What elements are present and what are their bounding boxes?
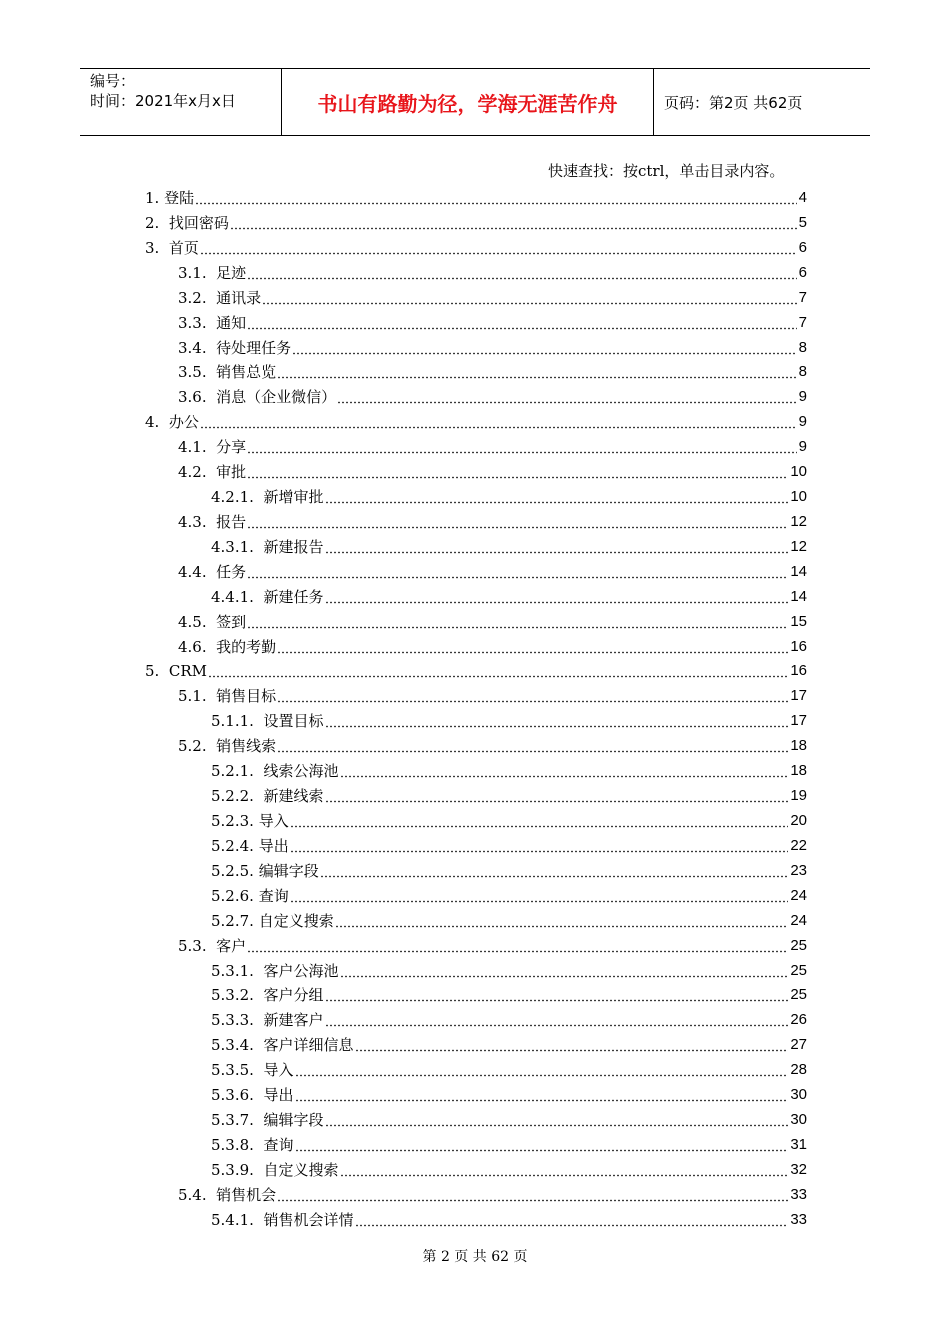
toc-entry-page: 23	[790, 861, 807, 879]
dot-leader	[340, 1163, 789, 1177]
toc-entry-number: 5.4.	[178, 1185, 217, 1204]
toc-entry[interactable]	[211, 483, 807, 507]
toc-entry-page: 7	[798, 288, 807, 306]
toc-entry-title: 报告	[216, 512, 247, 531]
toc-entry[interactable]	[211, 707, 807, 731]
toc-entry-page: 20	[790, 812, 807, 829]
dot-leader	[290, 889, 789, 903]
toc-entry-number: 5.3.1.	[211, 961, 264, 980]
code-label: 编号：	[90, 72, 136, 90]
toc-entry-number: 5.3.4.	[211, 1036, 264, 1055]
toc-entry-number: 4.6.	[178, 637, 217, 656]
toc-entry-title: 任务	[216, 562, 247, 581]
toc-entry[interactable]	[211, 1081, 807, 1105]
time-label: 时间：2021年x月x日	[90, 92, 236, 110]
toc-entry[interactable]	[145, 408, 807, 432]
toc-entry-page: 24	[790, 911, 807, 929]
toc-entry[interactable]	[178, 1181, 807, 1205]
toc-entry-page: 16	[790, 662, 807, 680]
table-of-contents	[0, 184, 950, 1234]
toc-entry-page: 12	[790, 512, 807, 530]
toc-entry-page: 25	[790, 961, 807, 979]
toc-entry-number: 3.6.	[178, 388, 217, 407]
toc-entry-number: 5.2.3.	[211, 812, 259, 830]
dot-leader	[340, 964, 789, 978]
toc-entry[interactable]	[211, 1031, 807, 1055]
dot-leader	[277, 640, 788, 654]
toc-entry-title: 销售机会详情	[263, 1210, 354, 1229]
toc-entry-page: 30	[790, 1086, 807, 1104]
toc-entry-title: 导入	[263, 1061, 294, 1080]
toc-entry[interactable]	[211, 957, 807, 981]
toc-entry-title: 客户公海池	[263, 961, 339, 980]
dot-leader	[277, 365, 796, 379]
toc-entry-title: 导出	[258, 836, 289, 855]
dot-leader	[340, 764, 789, 778]
toc-entry-number: 4.4.1.	[211, 587, 264, 606]
toc-entry-title: 新建客户	[263, 1011, 324, 1030]
toc-entry-title: 编辑字段	[263, 1111, 324, 1130]
dot-leader	[262, 291, 796, 305]
header-page-info: 页码：第2页 共62页	[664, 93, 803, 112]
page-footer: 第 2 页 共 62 页	[422, 1249, 528, 1265]
toc-entry-page: 6	[798, 263, 807, 281]
toc-entry-number: 4.2.	[178, 463, 217, 482]
toc-entry-title: 消息（企业微信）	[216, 388, 337, 407]
dot-leader	[325, 540, 789, 554]
toc-entry-number: 5.2.1.	[211, 762, 264, 781]
toc-entry-title: 自定义搜索	[263, 1160, 339, 1179]
dot-leader	[325, 1013, 789, 1027]
toc-entry-title: 签到	[216, 612, 247, 631]
toc-entry-number: 2.	[145, 213, 169, 232]
dot-leader	[247, 615, 788, 629]
dot-leader	[325, 988, 789, 1002]
toc-entry[interactable]	[211, 1156, 807, 1180]
toc-entry-title: 编辑字段	[258, 861, 319, 880]
toc-entry[interactable]	[178, 558, 807, 582]
toc-entry-number: 4.	[145, 413, 169, 432]
toc-entry-number: 5.	[145, 662, 169, 681]
toc-entry-page: 10	[790, 488, 807, 506]
toc-entry-title: 新建任务	[263, 587, 324, 606]
toc-entry[interactable]	[178, 508, 807, 532]
toc-entry-title: 新建线索	[263, 787, 324, 806]
toc-entry[interactable]	[178, 458, 807, 482]
toc-entry-title: 通讯录	[216, 288, 262, 307]
dot-leader	[325, 789, 789, 803]
dot-leader	[247, 316, 796, 330]
toc-entry[interactable]	[211, 981, 807, 1005]
dot-leader	[295, 1138, 789, 1152]
toc-entry-title: 首页	[168, 238, 199, 257]
toc-entry-page: 5	[798, 213, 807, 231]
toc-entry-number: 5.3.8.	[211, 1135, 264, 1154]
toc-entry[interactable]	[211, 782, 807, 806]
toc-entry-title: 设置目标	[263, 712, 324, 731]
toc-entry-title: 分享	[216, 438, 247, 457]
toc-entry-title: 销售总览	[216, 363, 277, 382]
toc-entry-page: 4	[798, 189, 807, 206]
toc-entry-page: 17	[790, 687, 807, 705]
toc-entry[interactable]	[178, 732, 807, 756]
toc-entry-page: 7	[798, 313, 807, 331]
toc-entry[interactable]	[145, 184, 807, 208]
dot-leader	[290, 839, 789, 853]
toc-entry[interactable]	[145, 209, 807, 233]
toc-entry-title: 足迹	[216, 263, 247, 282]
toc-entry-number: 1.	[145, 189, 165, 207]
toc-entry-number: 5.3.6.	[211, 1086, 264, 1105]
toc-entry-number: 3.2.	[178, 288, 217, 307]
toc-entry-number: 5.2.2.	[211, 787, 264, 806]
dot-leader	[200, 241, 797, 255]
toc-entry[interactable]	[211, 807, 807, 831]
toc-entry-title: 新建报告	[263, 537, 324, 556]
toc-entry-number: 5.3.7.	[211, 1111, 264, 1130]
toc-entry-title: 办公	[168, 413, 199, 432]
dot-leader	[320, 864, 789, 878]
toc-entry-title: 销售线索	[216, 737, 277, 756]
toc-entry[interactable]	[178, 383, 807, 407]
toc-entry-title: 导出	[263, 1086, 294, 1105]
dot-leader	[247, 266, 796, 280]
toc-entry-number: 5.2.5.	[211, 861, 259, 880]
toc-entry-title: 找回密码	[168, 213, 229, 232]
toc-entry[interactable]	[145, 657, 807, 681]
dot-leader	[337, 390, 796, 404]
dot-leader	[277, 1188, 788, 1202]
toc-entry-page: 9	[798, 388, 807, 406]
header-meta	[80, 69, 282, 135]
toc-entry-number: 4.1.	[178, 438, 217, 457]
dot-leader	[335, 914, 789, 928]
toc-entry-number: 5.2.	[178, 737, 217, 756]
toc-entry[interactable]	[178, 284, 807, 308]
toc-entry[interactable]	[178, 433, 807, 457]
toc-entry[interactable]	[178, 259, 807, 283]
toc-entry-title: 我的考勤	[216, 637, 277, 656]
toc-entry-page: 9	[798, 438, 807, 456]
toc-entry-title: 新增审批	[263, 488, 324, 507]
toc-entry-page: 32	[790, 1160, 807, 1178]
dot-leader	[325, 490, 789, 504]
toc-entry[interactable]	[211, 832, 807, 856]
toc-entry-title: 客户	[216, 936, 247, 955]
toc-entry-number: 5.2.7.	[211, 911, 259, 930]
quick-find-hint: 快速查找：按ctrl，单击目录内容。	[548, 162, 785, 180]
toc-entry-number: 5.3.9.	[211, 1160, 264, 1179]
toc-entry-page: 18	[790, 762, 807, 780]
toc-entry-page: 9	[798, 413, 807, 431]
toc-entry-page: 15	[790, 612, 807, 630]
toc-entry[interactable]	[178, 633, 807, 657]
toc-entry-number: 5.3.	[178, 936, 217, 955]
toc-entry-page: 8	[798, 338, 807, 356]
toc-entry-title: 待处理任务	[216, 338, 292, 357]
toc-entry-page: 30	[790, 1111, 807, 1129]
toc-entry-page: 14	[790, 562, 807, 580]
dot-leader	[277, 689, 788, 703]
toc-entry-title: 审批	[216, 463, 247, 482]
dot-leader	[325, 590, 789, 604]
toc-entry-page: 24	[790, 886, 807, 904]
toc-entry[interactable]	[211, 757, 807, 781]
toc-entry-title: 客户详细信息	[263, 1036, 354, 1055]
toc-entry-number: 5.1.1.	[211, 712, 264, 731]
toc-entry-number: 3.5.	[178, 363, 217, 382]
toc-entry[interactable]	[211, 1206, 807, 1230]
toc-entry-page: 17	[790, 712, 807, 730]
toc-entry-number: 5.2.4.	[211, 836, 259, 855]
dot-leader	[230, 216, 797, 230]
toc-entry-number: 5.2.6.	[211, 886, 259, 905]
toc-entry-number: 5.3.2.	[211, 986, 264, 1005]
dot-leader	[295, 1088, 789, 1102]
dot-leader	[247, 465, 788, 479]
dot-leader	[355, 1213, 789, 1227]
toc-entry-page: 25	[790, 936, 807, 954]
toc-entry[interactable]	[211, 907, 807, 931]
toc-entry-number: 3.3.	[178, 313, 217, 332]
toc-entry-title: 导入	[258, 812, 289, 830]
dot-leader	[277, 739, 788, 753]
toc-entry-page: 8	[798, 363, 807, 381]
toc-entry-page: 19	[790, 787, 807, 805]
toc-entry-title: 销售目标	[216, 687, 277, 706]
toc-entry[interactable]	[211, 533, 807, 557]
toc-entry-page: 27	[790, 1036, 807, 1054]
dot-leader	[247, 565, 788, 579]
dot-leader	[295, 1063, 789, 1077]
toc-entry[interactable]	[145, 234, 807, 258]
toc-entry-number: 4.3.	[178, 512, 217, 531]
toc-entry[interactable]	[178, 334, 807, 358]
toc-entry-number: 4.2.1.	[211, 488, 264, 507]
toc-entry-title: 查询	[258, 886, 289, 905]
toc-entry-title: 线索公海池	[263, 762, 339, 781]
toc-entry-page: 33	[790, 1185, 807, 1203]
dot-leader	[200, 415, 797, 429]
toc-entry-page: 14	[790, 587, 807, 605]
toc-entry-title: 客户分组	[263, 986, 324, 1005]
dot-leader	[325, 714, 789, 728]
toc-entry-number: 5.3.5.	[211, 1061, 264, 1080]
dot-leader	[195, 191, 797, 205]
toc-entry[interactable]	[211, 1106, 807, 1130]
toc-entry[interactable]	[211, 583, 807, 607]
toc-entry-title: CRM	[168, 662, 207, 681]
dot-leader	[292, 341, 796, 355]
toc-entry-number: 3.1.	[178, 263, 217, 282]
toc-entry[interactable]	[211, 1056, 807, 1080]
toc-entry[interactable]	[211, 857, 807, 881]
dot-leader	[290, 814, 789, 828]
toc-entry[interactable]	[211, 1006, 807, 1030]
toc-entry-number: 3.4.	[178, 338, 217, 357]
toc-entry[interactable]	[211, 882, 807, 906]
toc-entry-page: 26	[790, 1011, 807, 1029]
toc-entry-title: 自定义搜索	[258, 911, 334, 930]
dot-leader	[247, 440, 796, 454]
toc-entry-title: 销售机会	[216, 1185, 277, 1204]
toc-entry[interactable]	[178, 932, 807, 956]
toc-entry-number: 5.3.3.	[211, 1011, 264, 1030]
toc-entry-page: 10	[790, 463, 807, 481]
header-motto: 书山有路勤为径，学海无涯苦作舟	[282, 69, 654, 135]
toc-entry-title: 登陆	[164, 189, 195, 207]
toc-entry-number: 4.3.1.	[211, 537, 264, 556]
dot-leader	[355, 1038, 789, 1052]
toc-entry-number: 5.4.1.	[211, 1210, 264, 1229]
toc-entry-title: 通知	[216, 313, 247, 332]
toc-entry[interactable]	[178, 608, 807, 632]
toc-entry-number: 5.1.	[178, 687, 217, 706]
dot-leader	[325, 1113, 789, 1127]
toc-entry-number: 4.4.	[178, 562, 217, 581]
toc-entry[interactable]	[178, 309, 807, 333]
dot-leader	[208, 664, 788, 678]
toc-entry-number: 3.	[145, 238, 169, 257]
toc-entry[interactable]	[178, 682, 807, 706]
toc-entry-page: 6	[798, 238, 807, 256]
toc-entry-page: 31	[790, 1135, 807, 1153]
toc-entry-title: 查询	[263, 1135, 294, 1154]
page-header	[80, 68, 870, 136]
toc-entry-page: 12	[790, 537, 807, 555]
toc-entry-page: 33	[790, 1210, 807, 1228]
toc-entry-page: 28	[790, 1061, 807, 1079]
dot-leader	[247, 515, 788, 529]
toc-entry-number: 4.5.	[178, 612, 217, 631]
toc-entry-page: 16	[790, 637, 807, 655]
dot-leader	[247, 939, 788, 953]
toc-entry[interactable]	[178, 358, 807, 382]
toc-entry-page: 18	[790, 737, 807, 755]
toc-entry[interactable]	[211, 1131, 807, 1155]
toc-entry-page: 25	[790, 986, 807, 1004]
toc-entry-page: 22	[790, 836, 807, 854]
